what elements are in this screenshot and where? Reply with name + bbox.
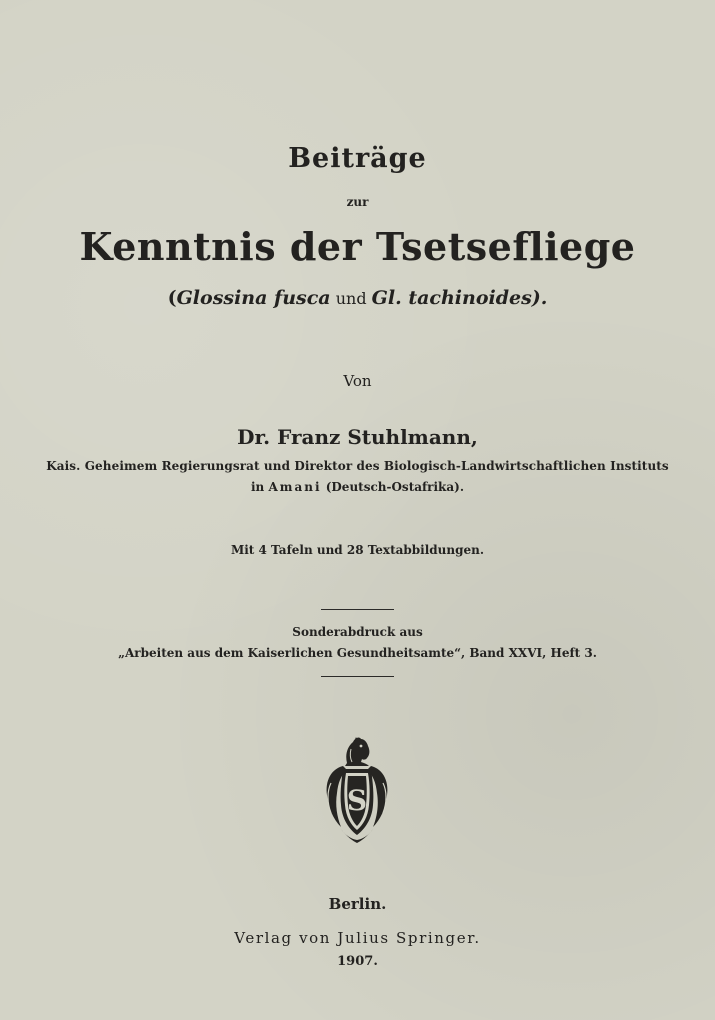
species-name-tachinoides: Gl. tachinoides [371, 287, 532, 309]
imprint-publisher: Verlag von Julius Springer. [234, 929, 481, 947]
imprint-city: Berlin. [328, 895, 387, 913]
offprint-label: Sonderabdruck aus [292, 625, 423, 639]
divider-top [321, 609, 394, 610]
author-affiliation-line2 [0, 480, 715, 494]
offprint-source: „Arbeiten aus dem Kaiserlichen Gesundheitsamte“, Band XXVI, Heft 3. [118, 646, 597, 660]
author-name: Dr. Franz Stuhlmann, [237, 425, 478, 449]
author-affiliation-line1: Kais. Geheimem Regierungsrat und Direktor des Biologisch-Landwirtschaftlichen Instituts [46, 459, 669, 473]
logo-letter: S [346, 784, 368, 817]
affiliation-place: Amani [268, 480, 322, 494]
species-name-fusca: Glossina fusca [176, 287, 331, 309]
author-by: Von [343, 372, 372, 390]
imprint-year: 1907. [337, 954, 378, 969]
title-connector: zur [346, 195, 369, 209]
affiliation-region: (Deutsch-Ostafrika). [321, 480, 464, 494]
illustrations-note: Mit 4 Tafeln und 28 Textabbildungen. [230, 543, 485, 557]
springer-knight-shield-logo [317, 733, 397, 848]
title-line-beitraege: Beiträge [288, 143, 427, 174]
affiliation-in: in [251, 480, 269, 494]
subtitle-close: ). [531, 287, 548, 309]
divider-bottom [321, 676, 394, 677]
subtitle-conjunction: und [330, 289, 372, 308]
subtitle-open: ( [167, 287, 177, 309]
main-title: Kenntnis der Tsetsefliege [79, 224, 636, 269]
subtitle-species [0, 287, 715, 309]
